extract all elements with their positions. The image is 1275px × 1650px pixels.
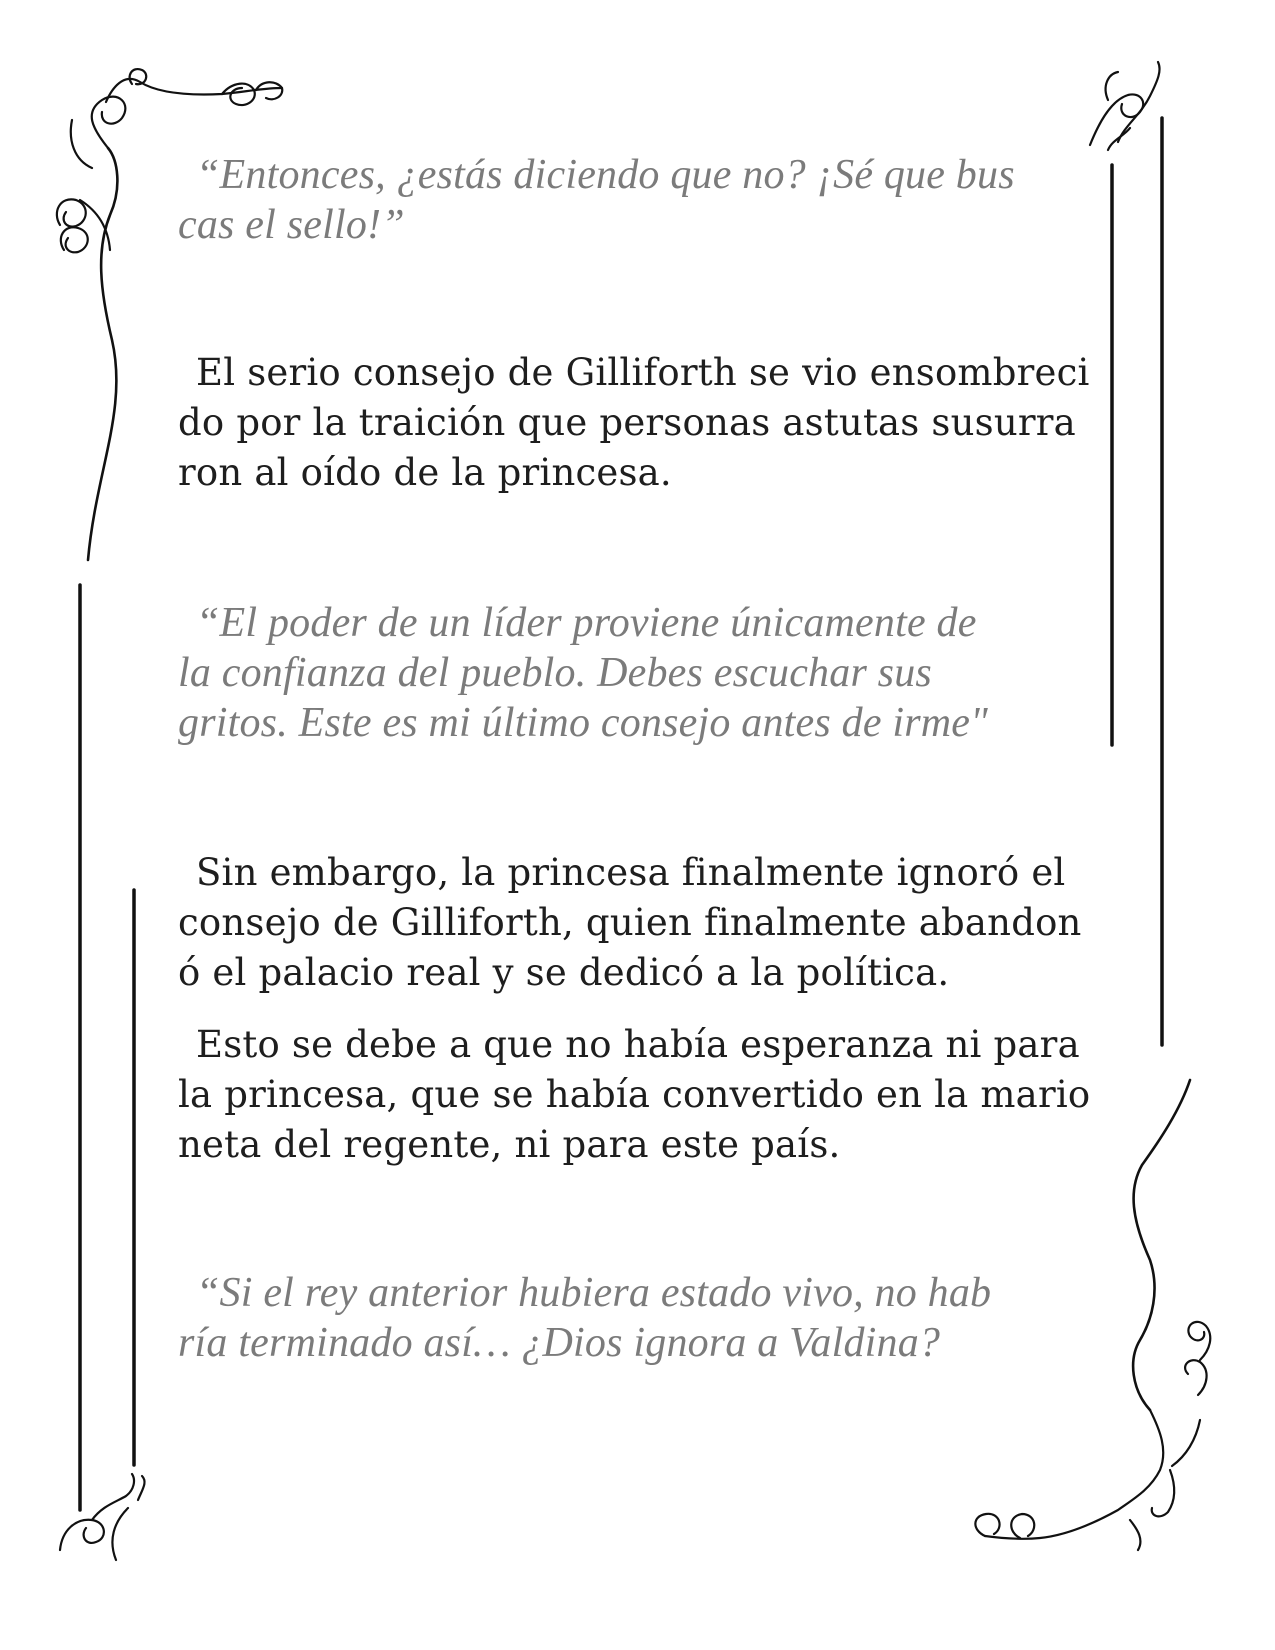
quote-line: “Entonces, ¿estás diciendo que no? ¡Sé que bus xyxy=(196,152,1015,198)
quote-line: cas el sello!” xyxy=(178,202,405,248)
narration-line: Sin embargo, la princesa finalmente ignoró el xyxy=(196,851,1066,894)
narration-line: ron al oído de la princesa. xyxy=(178,451,672,494)
narration-line: El serio consejo de Gilliforth se vio ensombreci xyxy=(196,351,1090,394)
bottom-left-flourish-ornament xyxy=(60,1474,145,1560)
quote-line: gritos. Este es mi último consejo antes de irme" xyxy=(178,700,988,746)
narration-line: Esto se debe a que no había esperanza ni para xyxy=(196,1023,1080,1066)
quote-line: ría terminado así… ¿Dios ignora a Valdina? xyxy=(178,1320,941,1366)
top-right-flourish-ornament xyxy=(1090,62,1160,150)
quote-line: la confianza del pueblo. Debes escuchar sus xyxy=(178,650,932,696)
narration-line: do por la traición que personas astutas susurra xyxy=(178,401,1076,444)
narration-line: consejo de Gilliforth, quien finalmente abandon xyxy=(178,901,1082,944)
narration-line: ó el palacio real y se dedicó a la política. xyxy=(178,951,950,994)
quote-line: “El poder de un líder proviene únicamente de xyxy=(196,600,977,646)
narration-line: neta del regente, ni para este país. xyxy=(178,1123,841,1166)
quote-line: “Si el rey anterior hubiera estado vivo, no hab xyxy=(196,1270,992,1316)
narration-line: la princesa, que se había convertido en la mario xyxy=(178,1073,1091,1116)
